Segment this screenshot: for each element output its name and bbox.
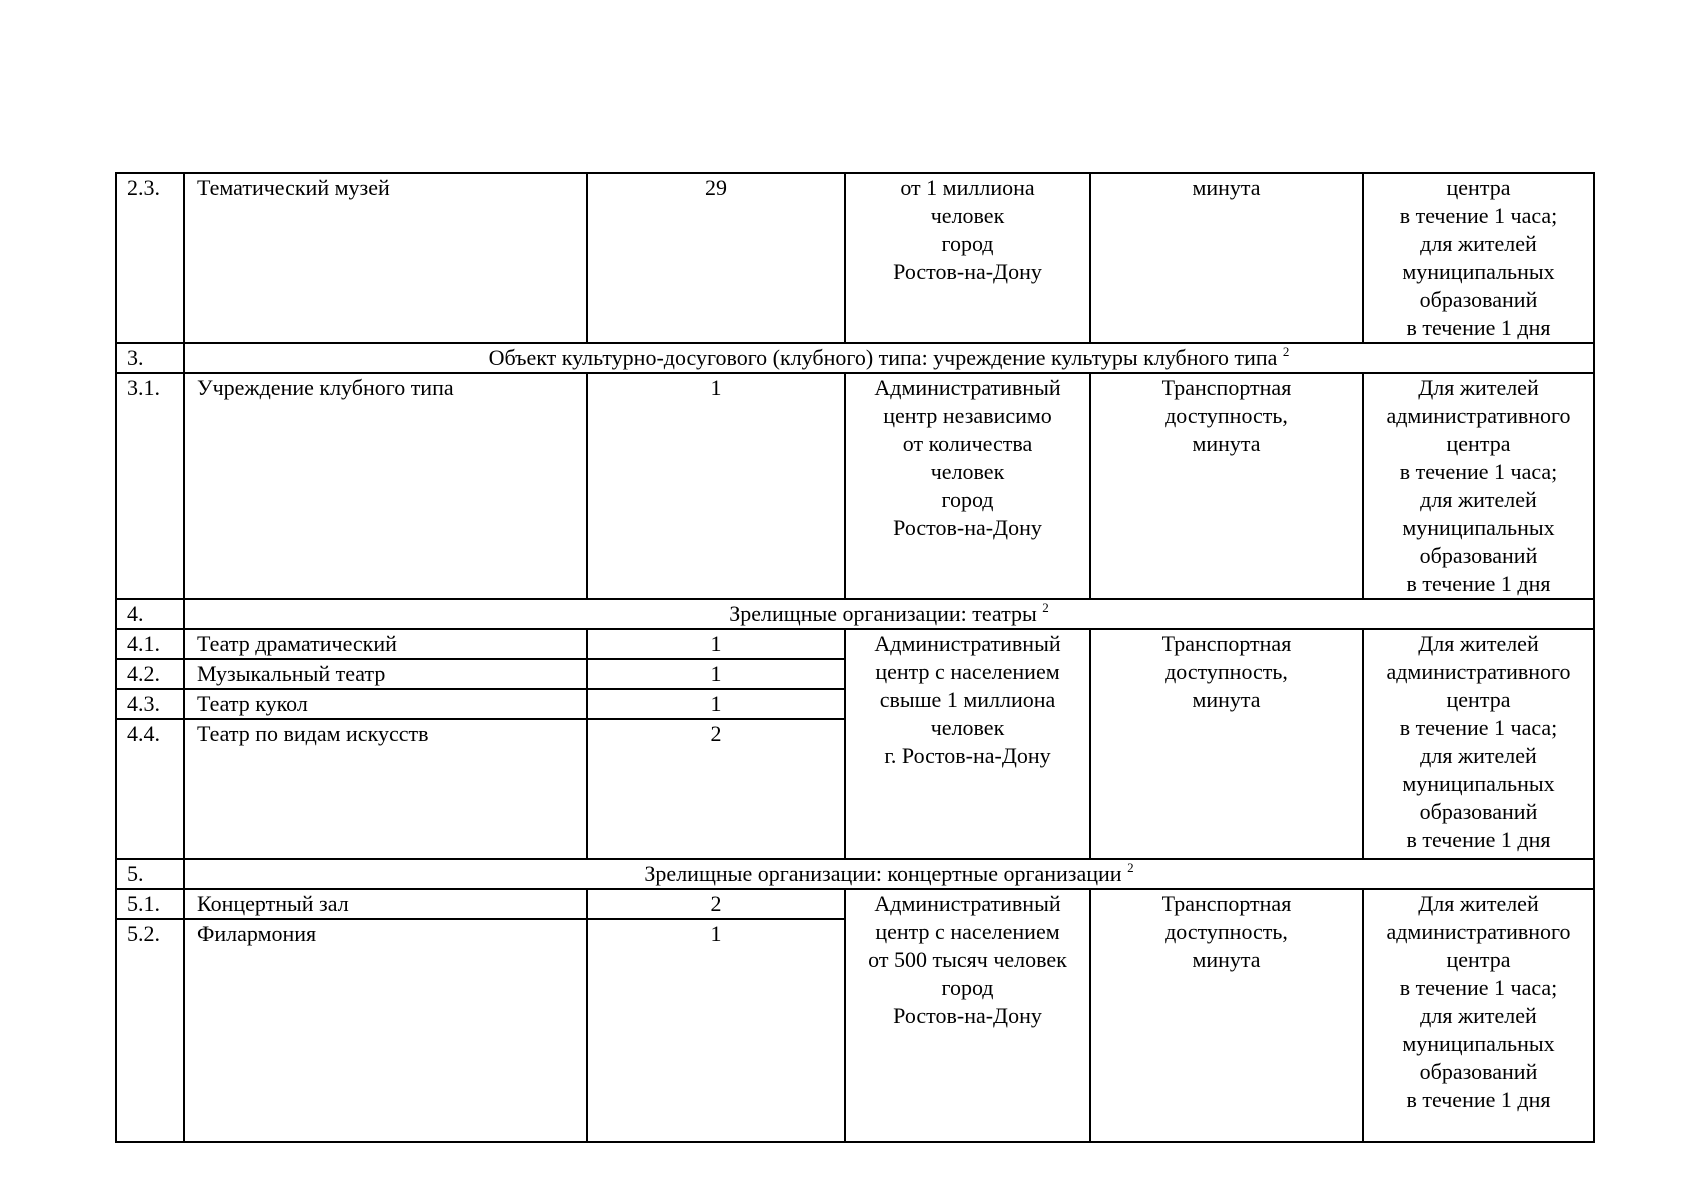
unit-cell bbox=[1090, 373, 1363, 599]
cell-line: от 1 миллиона bbox=[900, 175, 1035, 200]
row-number: 2.3. bbox=[116, 173, 184, 343]
unit-cell bbox=[1090, 629, 1363, 859]
facility-quantity: 29 bbox=[587, 173, 845, 343]
unit-cell: минута bbox=[1090, 173, 1363, 343]
facility-quantity: 1 bbox=[587, 373, 845, 599]
section-title-text: Зрелищные организации: концертные организации bbox=[644, 861, 1122, 886]
cell-line: Для жителей bbox=[1418, 375, 1539, 400]
cell-line: Административный bbox=[874, 375, 1061, 400]
section-number: 4. bbox=[116, 599, 184, 629]
footnote-mark: 2 bbox=[1282, 344, 1290, 359]
row-number: 4.3. bbox=[116, 689, 184, 719]
cell-line: в течение 1 часа; bbox=[1399, 203, 1558, 228]
facility-quantity: 2 bbox=[587, 719, 845, 859]
cell-line: образований bbox=[1419, 287, 1538, 312]
location-cell bbox=[845, 173, 1090, 343]
cell-line: в течение 1 дня bbox=[1406, 827, 1551, 852]
cell-line: центр с населением bbox=[875, 659, 1060, 684]
section-title bbox=[184, 599, 1594, 629]
cell-line: минута bbox=[1192, 687, 1261, 712]
standards-table bbox=[115, 172, 1595, 1143]
facility-name: Учреждение клубного типа bbox=[184, 373, 587, 599]
cell-line: муниципальных bbox=[1402, 259, 1555, 284]
section-row bbox=[116, 859, 1594, 889]
cell-line: образований bbox=[1419, 1059, 1538, 1084]
norm-cell bbox=[1363, 173, 1594, 343]
section-title-text: Объект культурно-досугового (клубного) типа: учреждение культуры клубного типа bbox=[488, 345, 1278, 370]
cell-line: город bbox=[941, 487, 994, 512]
cell-line: Транспортная bbox=[1161, 375, 1292, 400]
unit-cell bbox=[1090, 889, 1363, 1142]
cell-line: в течение 1 дня bbox=[1406, 571, 1551, 596]
facility-name: Театр драматический bbox=[184, 629, 587, 659]
location-cell bbox=[845, 629, 1090, 859]
cell-line: в течение 1 часа; bbox=[1399, 975, 1558, 1000]
facility-name: Филармония bbox=[184, 919, 587, 1142]
facility-quantity: 1 bbox=[587, 689, 845, 719]
section-title bbox=[184, 859, 1594, 889]
facility-quantity: 1 bbox=[587, 919, 845, 1142]
cell-line: административного bbox=[1386, 659, 1571, 684]
location-cell bbox=[845, 889, 1090, 1142]
cell-line: город bbox=[941, 975, 994, 1000]
row-number: 4.2. bbox=[116, 659, 184, 689]
cell-line: Административный bbox=[874, 631, 1061, 656]
cell-line: Для жителей bbox=[1418, 631, 1539, 656]
row-number: 5.2. bbox=[116, 919, 184, 1142]
facility-quantity: 1 bbox=[587, 659, 845, 689]
norm-cell bbox=[1363, 373, 1594, 599]
location-cell bbox=[845, 373, 1090, 599]
cell-line: доступность, bbox=[1165, 403, 1288, 428]
facility-name: Театр по видам искусств bbox=[184, 719, 587, 859]
facility-name: Театр кукол bbox=[184, 689, 587, 719]
facility-name: Тематический музей bbox=[184, 173, 587, 343]
cell-line: муниципальных bbox=[1402, 771, 1555, 796]
cell-line: Административный bbox=[874, 891, 1061, 916]
cell-line: для жителей bbox=[1420, 743, 1537, 768]
cell-line: центра bbox=[1446, 947, 1511, 972]
facility-quantity: 1 bbox=[587, 629, 845, 659]
norm-cell bbox=[1363, 889, 1594, 1142]
section-title bbox=[184, 343, 1594, 373]
cell-line: свыше 1 миллиона bbox=[879, 687, 1056, 712]
section-row bbox=[116, 343, 1594, 373]
norm-cell bbox=[1363, 629, 1594, 859]
facility-quantity: 2 bbox=[587, 889, 845, 919]
section-row bbox=[116, 599, 1594, 629]
cell-line: для жителей bbox=[1420, 487, 1537, 512]
cell-line: человек bbox=[930, 459, 1005, 484]
cell-line: минута bbox=[1192, 947, 1261, 972]
section-title-text: Зрелищные организации: театры bbox=[729, 601, 1037, 626]
cell-line: образований bbox=[1419, 543, 1538, 568]
cell-line: от количества bbox=[902, 431, 1033, 456]
section-number: 5. bbox=[116, 859, 184, 889]
row-number: 5.1. bbox=[116, 889, 184, 919]
cell-line: Ростов-на-Дону bbox=[893, 259, 1042, 284]
facility-name: Музыкальный театр bbox=[184, 659, 587, 689]
cell-line: Транспортная bbox=[1161, 891, 1292, 916]
cell-line: центра bbox=[1446, 431, 1511, 456]
footnote-mark: 2 bbox=[1127, 860, 1134, 875]
table-row bbox=[116, 629, 1594, 659]
row-number: 4.4. bbox=[116, 719, 184, 859]
cell-line: для жителей bbox=[1420, 1003, 1537, 1028]
cell-line: Ростов-на-Дону bbox=[893, 515, 1042, 540]
cell-line: Ростов-на-Дону bbox=[893, 1003, 1042, 1028]
cell-line: муниципальных bbox=[1402, 1031, 1555, 1056]
cell-line: в течение 1 часа; bbox=[1399, 715, 1558, 740]
cell-line: г. Ростов-на-Дону bbox=[884, 743, 1051, 768]
cell-line: в течение 1 дня bbox=[1406, 1087, 1551, 1112]
cell-line: город bbox=[941, 231, 994, 256]
cell-line: образований bbox=[1419, 799, 1538, 824]
table-row bbox=[116, 373, 1594, 599]
cell-line: центр с населением bbox=[875, 919, 1060, 944]
cell-line: доступность, bbox=[1165, 919, 1288, 944]
cell-line: для жителей bbox=[1420, 231, 1537, 256]
facility-name: Концертный зал bbox=[184, 889, 587, 919]
table-row bbox=[116, 889, 1594, 919]
cell-line: человек bbox=[930, 203, 1005, 228]
cell-line: центра bbox=[1446, 175, 1511, 200]
cell-line: муниципальных bbox=[1402, 515, 1555, 540]
row-number: 3.1. bbox=[116, 373, 184, 599]
cell-line: от 500 тысяч человек bbox=[868, 947, 1067, 972]
cell-line: минута bbox=[1192, 431, 1261, 456]
cell-line: центра bbox=[1446, 687, 1511, 712]
cell-line: Транспортная bbox=[1161, 631, 1292, 656]
row-number: 4.1. bbox=[116, 629, 184, 659]
table-row bbox=[116, 173, 1594, 343]
cell-line: в течение 1 дня bbox=[1406, 315, 1551, 340]
cell-line: Для жителей bbox=[1418, 891, 1539, 916]
footnote-mark: 2 bbox=[1042, 600, 1049, 615]
cell-line: центр независимо bbox=[883, 403, 1052, 428]
cell-line: административного bbox=[1386, 919, 1571, 944]
cell-line: человек bbox=[930, 715, 1005, 740]
cell-line: доступность, bbox=[1165, 659, 1288, 684]
section-number: 3. bbox=[116, 343, 184, 373]
cell-line: административного bbox=[1386, 403, 1571, 428]
cell-line: в течение 1 часа; bbox=[1399, 459, 1558, 484]
